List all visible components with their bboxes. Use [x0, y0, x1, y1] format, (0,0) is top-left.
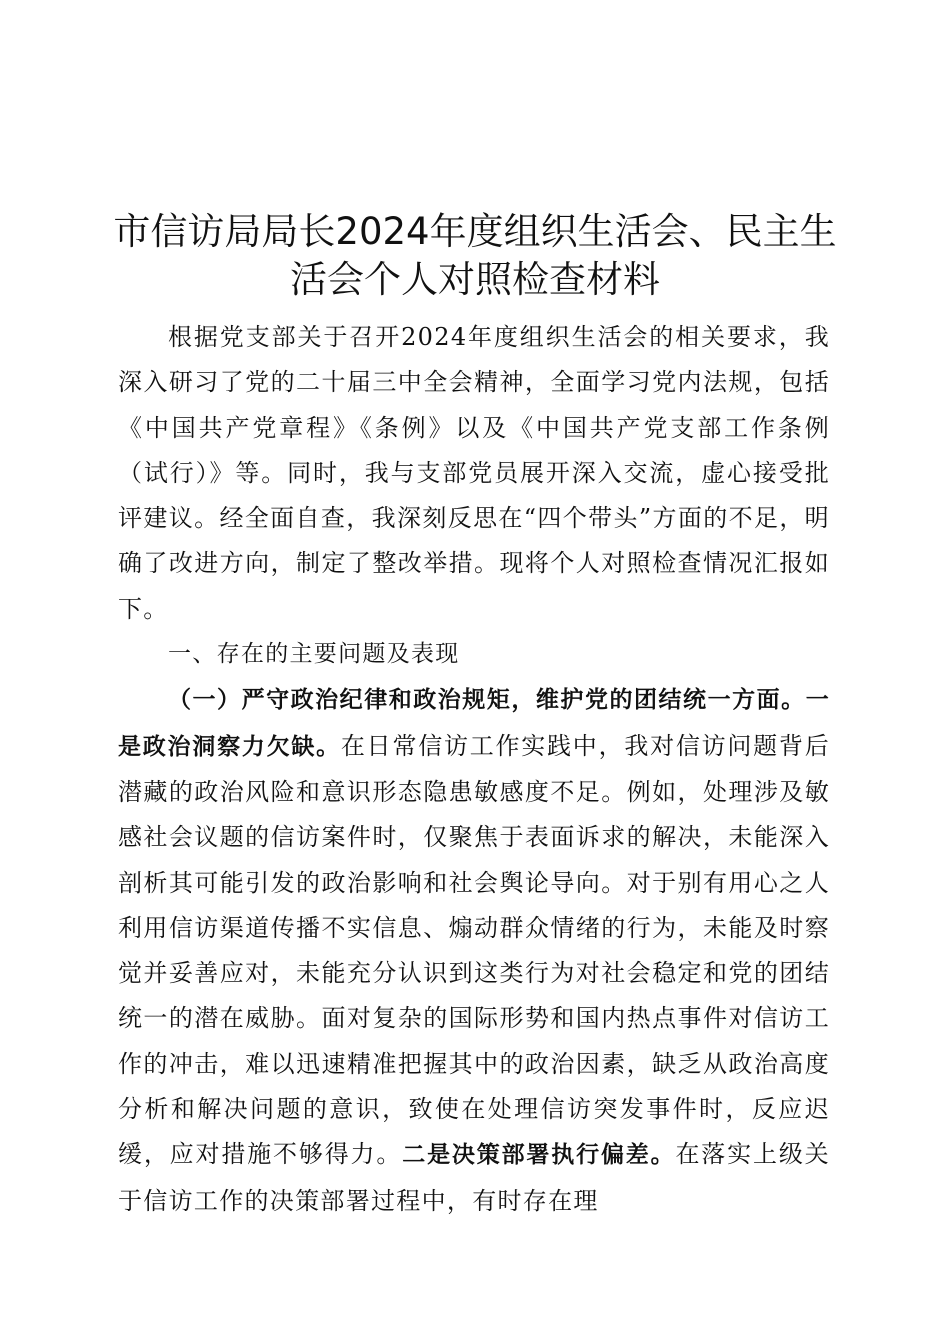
point-2-heading: 二是决策部署执行偏差。	[402, 1142, 676, 1169]
intro-paragraph: 根据党支部关于召开2024年度组织生活会的相关要求，我深入研习了党的二十届三中全会精神，全面学习党内法规，包括《中国共产党章程》《条例》以及《中国共产党支部工作条例（试行）》等。同时，我与支部党员展开深入交流，虚心接受批评建议。经全面自查，我深刻反思在“四个带头”方面的不足，明确了改进方向，制定了整改举措。现将个人对照检查情况汇报如下。	[118, 323, 830, 623]
title-line-1: 市信访局局长2024年度组织生活会、民主生	[113, 210, 837, 253]
document-title	[100, 208, 850, 304]
subsection-heading: （一）严守政治纪律和政治规矩，维护党的团结统一方面。	[168, 687, 806, 714]
subsection-paragraph	[118, 677, 830, 1224]
point-1-text: 在日常信访工作实践中，我对信访问题背后潜藏的政治风险和意识形态隐患敏感度不足。例如，处理涉及敏感社会议题的信访案件时，仅聚焦于表面诉求的解决，未能深入剖析其可能引发的政治影响和社会舆论导向。对于别有用心之人利用信访渠道传播不实信息、煽动群众情绪的行为，未能及时察觉并妥善应对，未能充分认识到这类行为对社会稳定和党的团结统一的潜在威胁。面对复杂的国际形势和国内热点事件对信访工作的冲击，难以迅速精准把握其中的政治因素，缺乏从政治高度分析和解决问题的意识，致使在处理信访突发事件时，反应迟缓，应对措施不够得力。	[118, 731, 831, 1169]
title-line-2: 活会个人对照检查材料	[290, 258, 660, 301]
section-heading: 一、存在的主要问题及表现	[168, 641, 460, 668]
document-body	[118, 315, 830, 1224]
point-2-text: 在落实上级关于信访工作的决策部署过程中，有时存在理	[118, 1140, 830, 1215]
point-1-heading: 一是政治洞察力欠缺。	[118, 687, 830, 760]
